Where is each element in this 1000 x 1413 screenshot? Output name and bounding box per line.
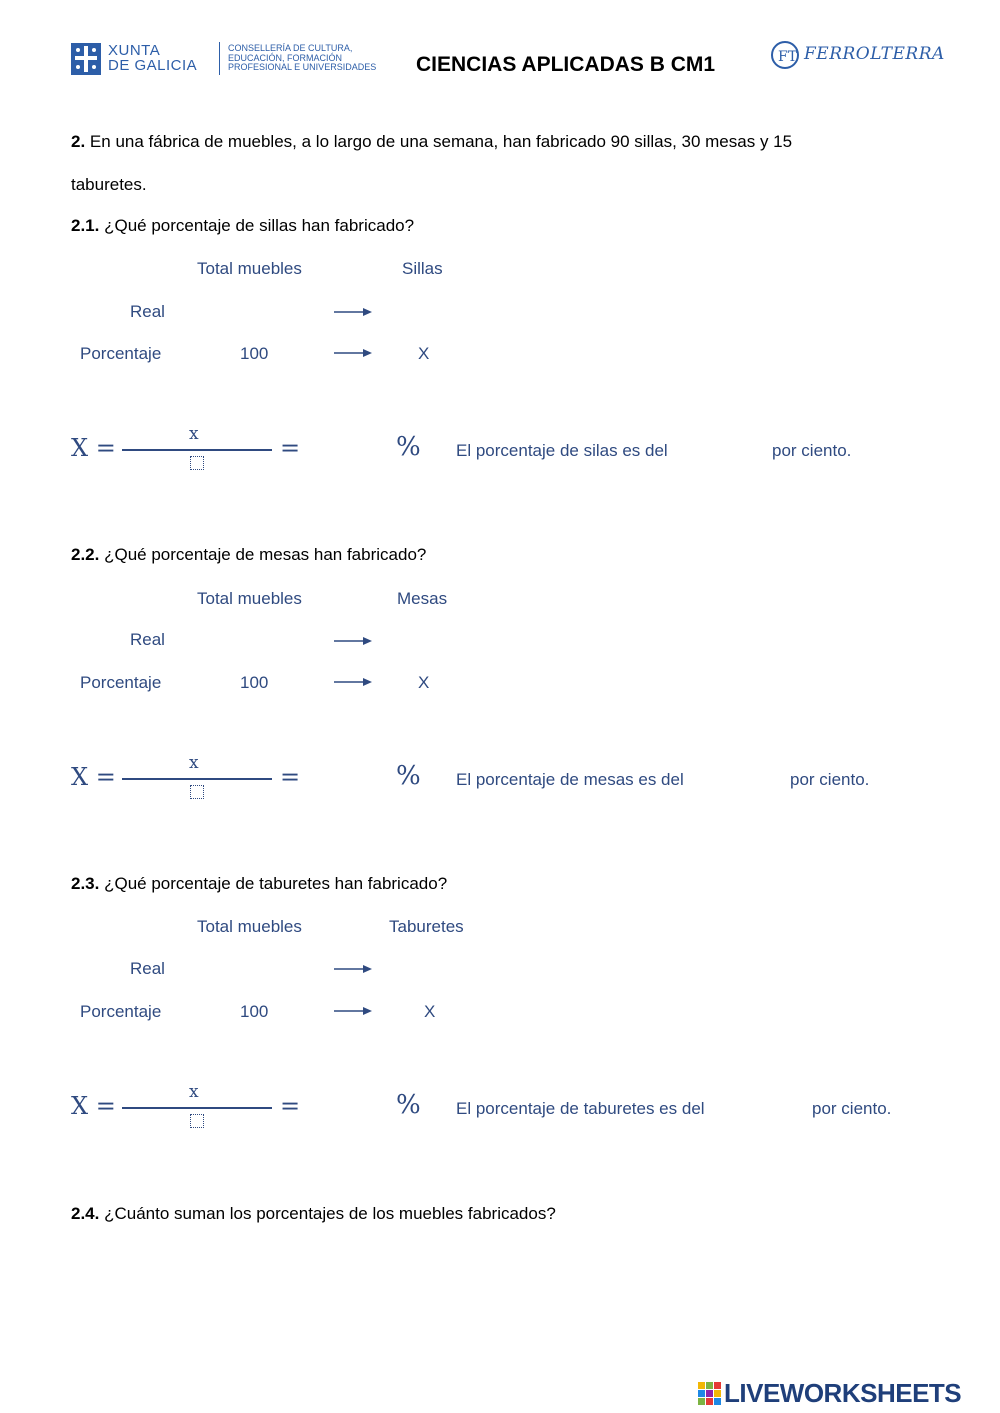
pct-total-value: 100 [240, 344, 269, 363]
svg-text:FT: FT [778, 49, 798, 65]
arrow-right-icon [334, 307, 372, 317]
xunta-name-line2: DE GALICIA [108, 57, 198, 74]
numerator-input[interactable] [126, 749, 186, 773]
arrow-right-icon [334, 636, 372, 646]
fraction-numerator: x [189, 753, 199, 773]
answer-input[interactable] [708, 765, 786, 793]
final-answer-area[interactable] [71, 1240, 931, 1340]
liveworksheets-grid-icon [698, 1382, 722, 1406]
answer-suffix: por ciento. [812, 1099, 892, 1118]
equation-lhs: X = [71, 1092, 116, 1120]
answer-suffix: por ciento. [790, 770, 870, 789]
col-header-item: Mesas [397, 589, 448, 608]
question-text: ¿Qué porcentaje de sillas han fabricado? [104, 216, 415, 235]
question-text: ¿Qué porcentaje de mesas han fabricado? [104, 545, 427, 564]
numerator-input[interactable] [126, 420, 186, 444]
xunta-logo [71, 42, 411, 78]
real-input-total[interactable] [215, 298, 295, 324]
row-label-real: Real [130, 630, 165, 649]
liveworksheets-brand: LIVEWORKSHEETS [724, 1378, 962, 1408]
numerator-input[interactable] [126, 1078, 186, 1102]
row-label-percentage: Porcentaje [80, 1002, 162, 1021]
equation-equals: = [280, 434, 301, 462]
question-2-1 [71, 216, 414, 236]
fraction-bar [122, 449, 272, 451]
question-2-2 [71, 545, 426, 565]
question-number: 2.2. [71, 545, 100, 564]
conselleria-line2: EDUCACIÓN, FORMACIÓN [228, 52, 343, 63]
school-logo-text: FERROLTERRA [804, 44, 945, 64]
col-header-item: Taburetes [389, 917, 464, 936]
real-input-total[interactable] [215, 626, 295, 652]
col-header-item: Sillas [402, 259, 443, 278]
result-input[interactable] [312, 432, 392, 460]
question-number: 2.3. [71, 874, 100, 893]
percent-sign: % [396, 761, 421, 791]
equation-equals: = [280, 763, 301, 791]
row-label-percentage: Porcentaje [80, 673, 162, 692]
unknown-x: X [418, 673, 430, 692]
question-number: 2.4. [71, 1204, 100, 1223]
pct-total-value: 100 [240, 673, 269, 692]
fraction-bar [122, 778, 272, 780]
school-emblem-icon [770, 40, 800, 70]
problem-line2: taburetes. [71, 175, 147, 194]
xunta-emblem-icon [71, 43, 101, 75]
arrow-right-icon [334, 964, 372, 974]
col-header-total: Total muebles [197, 589, 302, 608]
fraction-numerator: x [189, 424, 199, 444]
real-input-item[interactable] [395, 626, 455, 652]
col-header-total: Total muebles [197, 917, 302, 936]
arrow-right-icon [334, 1006, 372, 1016]
answer-input[interactable] [690, 436, 768, 464]
percent-sign: % [396, 1090, 421, 1120]
school-logo [770, 38, 945, 72]
answer-prefix: El porcentaje de mesas es del [456, 770, 684, 789]
question-number: 2.1. [71, 216, 100, 235]
question-text: ¿Cuánto suman los porcentajes de los muebles fabricados? [104, 1204, 556, 1223]
question-text: ¿Qué porcentaje de taburetes han fabricado? [104, 874, 448, 893]
equation-equals: = [280, 1092, 301, 1120]
liveworksheets-logo [698, 1378, 998, 1410]
row-label-real: Real [130, 959, 165, 978]
unknown-x: X [418, 344, 430, 363]
equation-lhs: X = [71, 434, 116, 462]
fraction-numerator: x [189, 1082, 199, 1102]
conselleria-line1: CONSELLERÍA DE CULTURA, [228, 43, 353, 53]
problem-number: 2. [71, 132, 86, 151]
question-2-3 [71, 874, 447, 894]
answer-prefix: El porcentaje de silas es del [456, 441, 668, 460]
conselleria-line3: PROFESIONAL E UNIVERSIDADES [228, 62, 377, 73]
denominator-input[interactable] [190, 1114, 204, 1128]
arrow-right-icon [334, 677, 372, 687]
answer-suffix: por ciento. [772, 441, 852, 460]
row-label-percentage: Porcentaje [80, 344, 162, 363]
percent-sign: % [396, 432, 421, 462]
logo-divider [219, 42, 220, 75]
denominator-input[interactable] [190, 456, 204, 470]
col-header-total: Total muebles [197, 259, 302, 278]
xunta-name-line1: XUNTA [108, 42, 161, 59]
denominator-input[interactable] [190, 785, 204, 799]
result-input[interactable] [312, 761, 392, 789]
real-input-total[interactable] [215, 955, 295, 981]
result-input[interactable] [312, 1090, 392, 1118]
page-title: CIENCIAS APLICADAS B CM1 [416, 53, 716, 76]
equation-lhs: X = [71, 763, 116, 791]
problem-line1 [71, 132, 792, 152]
real-input-item[interactable] [400, 955, 460, 981]
arrow-right-icon [334, 348, 372, 358]
pct-total-value: 100 [240, 1002, 269, 1021]
row-label-real: Real [130, 302, 165, 321]
problem-text: En una fábrica de muebles, a lo largo de una semana, han fabricado 90 sillas, 30 mesas y 15 [89, 132, 793, 151]
fraction-bar [122, 1107, 272, 1109]
real-input-item[interactable] [395, 298, 455, 324]
unknown-x: X [424, 1002, 436, 1021]
question-2-4 [71, 1204, 556, 1224]
answer-input[interactable] [730, 1094, 808, 1122]
answer-prefix: El porcentaje de taburetes es del [456, 1099, 705, 1118]
